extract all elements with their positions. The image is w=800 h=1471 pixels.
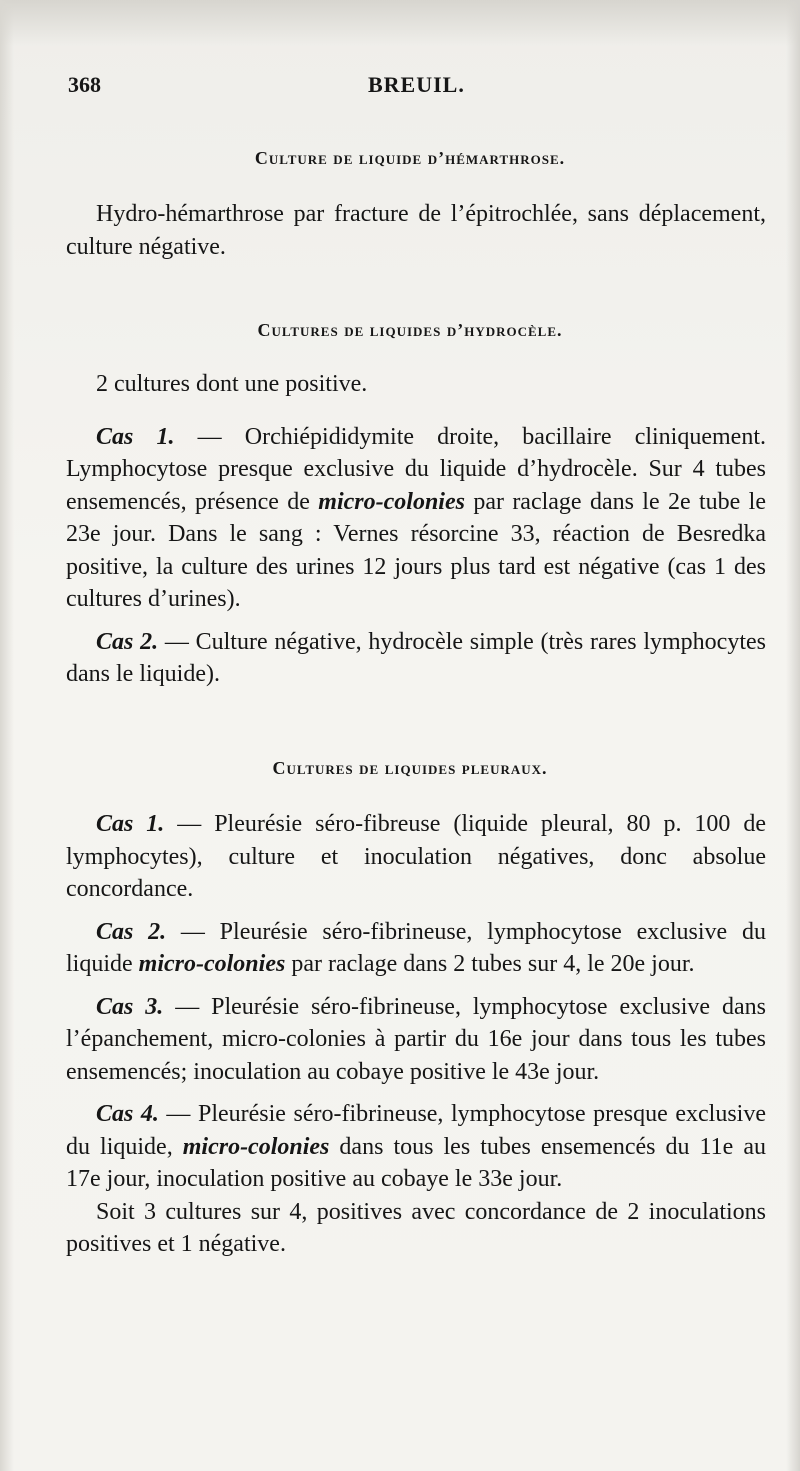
- page-number: 368: [68, 72, 101, 97]
- page-header: [68, 72, 768, 108]
- paragraph-pleuraux-cas1: [66, 808, 766, 906]
- case-text: — Pleurésie séro-fibrineuse, lymphocytose exclusive du liquide: [66, 918, 766, 977]
- case-label: Cas 2.: [96, 918, 167, 945]
- case-text-cont: par raclage dans le 2e tube le 23e jour. Dans le sang : Vernes résorcine 33, réaction de Besredka positive, la culture des urines 12 jours plus tard est négative (cas 1 des cultures d’urines).: [66, 488, 766, 612]
- case-text-cont: dans tous les tubes ensemencés du 11e au 17e jour, inoculation positive au cobaye le 33e jour.: [66, 1133, 767, 1192]
- emphasis-micro-colonies: micro-colonies: [318, 488, 465, 515]
- emphasis-micro-colonies: micro-colonies: [138, 951, 286, 977]
- emphasis-micro-colonies: micro-colonies: [182, 1133, 330, 1160]
- paragraph-pleuraux-cas3: [66, 991, 766, 1089]
- paragraph-hydrocele-intro: 2 cultures dont une positive.: [96, 371, 368, 397]
- section-pleuraux-body: [66, 808, 766, 1261]
- section-heading-hemarthrose: Culture de liquide d’hémarthrose.: [254, 148, 566, 168]
- paragraph-pleuraux-cas4: [66, 1098, 766, 1196]
- case-label: Cas 2.: [96, 628, 159, 655]
- case-text: — Pleurésie séro-fibreuse (liquide pleural, 80 p. 100 de lymphocytes), culture et inoculation négatives, donc absolue concordance.: [66, 811, 766, 902]
- scan-top-shadow: [0, 0, 800, 46]
- paragraph-hydrocele-cas1: [66, 421, 766, 616]
- paragraph-pleuraux-cas2: [66, 916, 766, 981]
- case-label: Cas 4.: [96, 1101, 159, 1127]
- running-title: BREUIL.: [368, 72, 465, 97]
- section-hydrocele-body: [66, 368, 766, 691]
- section-heading-hydrocele: Cultures de liquides d’hydrocèle.: [257, 320, 563, 340]
- section-hemarthrose-body: [66, 198, 766, 263]
- case-text: — Pleurésie séro-fibrineuse, lymphocytose presque exclusive du liquide,: [66, 1101, 766, 1160]
- paragraph-hydrocele-cas2: [66, 626, 766, 691]
- case-text: — Orchiépididymite droite, bacillaire cliniquement. Lymphocytose presque exclusive du liquide d’hydrocèle. Sur 4 tubes ensemencés, présence de: [66, 423, 766, 515]
- case-label: Cas 3.: [96, 993, 164, 1020]
- scan-left-edge: [0, 0, 14, 1471]
- case-label: Cas 1.: [96, 811, 165, 837]
- case-label: Cas 1.: [96, 423, 175, 450]
- case-text: — Pleurésie séro-fibrineuse, lymphocytose exclusive dans l’épanchement, micro-colonies à partir du 16e jour dans tous les tubes ensemencés; inoculation au cobaye positive le 43e jour.: [66, 993, 766, 1085]
- section-heading-pleuraux: Cultures de liquides pleuraux.: [272, 758, 548, 778]
- paragraph-summary: Soit 3 cultures sur 4, positives avec concordance de 2 inoculations positives et 1 négative.: [66, 1198, 766, 1257]
- paragraph-hemarthrose: Hydro-hémarthrose par fracture de l’épitrochlée, sans déplacement, culture négative.: [66, 201, 766, 260]
- case-text-cont: par raclage dans 2 tubes sur 4, le 20e jour.: [285, 951, 695, 977]
- scan-right-edge: [786, 0, 800, 1471]
- case-text: — Culture négative, hydrocèle simple (très rares lymphocytes dans le liquide).: [66, 628, 766, 687]
